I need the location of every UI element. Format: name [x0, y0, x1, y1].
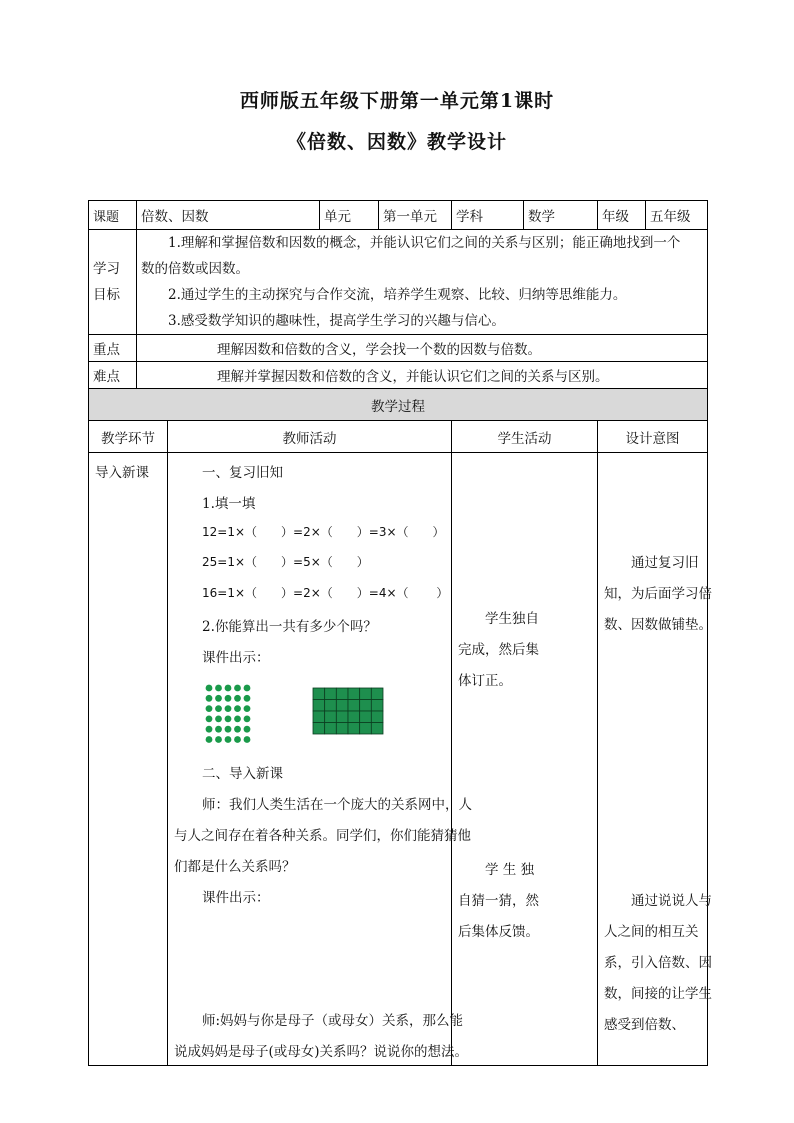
grid-square — [371, 700, 383, 712]
dot — [215, 705, 222, 712]
count-question: 2.你能算出一共有多少个吗？ — [202, 619, 377, 635]
stage-label: 导入新课 — [95, 465, 149, 481]
dot — [206, 695, 213, 702]
grid-square — [371, 688, 383, 700]
dot-grid — [206, 685, 251, 743]
subject-value: 数学 — [524, 201, 598, 230]
key-point-text: 理解因数和倍数的含义，学会找一个数的因数与倍数。 — [137, 335, 708, 362]
dot — [225, 726, 232, 733]
grid-square — [360, 723, 372, 735]
dot — [225, 716, 232, 723]
col-header-intent: 设计意图 — [598, 421, 708, 453]
dot — [234, 726, 241, 733]
grid-square — [313, 711, 325, 723]
grid-square — [348, 700, 360, 712]
grid-square — [336, 700, 348, 712]
doc-title-line1: 西师版五年级下册第一单元第1课时 — [239, 90, 555, 112]
student-activity-cell — [452, 453, 598, 1066]
key-point-label: 重点 — [89, 335, 137, 362]
dot — [215, 695, 222, 702]
dot — [225, 695, 232, 702]
goal-1b: 数的倍数或因数。 — [141, 261, 249, 277]
dot — [206, 716, 213, 723]
dot — [215, 716, 222, 723]
dot — [215, 685, 222, 692]
equation-12: 12=1×（ ）=2×（ ）=3×（ ） — [202, 525, 445, 539]
grid-square — [336, 723, 348, 735]
dot — [206, 685, 213, 692]
grid-square — [348, 711, 360, 723]
dot — [244, 685, 251, 692]
grid-square — [336, 688, 348, 700]
design-intent-cell — [598, 453, 712, 1066]
grid-square — [325, 688, 337, 700]
intro-heading: 二、导入新课 — [202, 766, 283, 782]
subject-label: 学科 — [452, 201, 524, 230]
dot — [244, 695, 251, 702]
student-activity-2: 学 生 独 自猜一猜，然后集体反馈。 — [458, 862, 539, 940]
fill-heading: 1.填一填 — [202, 496, 256, 512]
topic-label: 课题 — [89, 201, 137, 230]
dot — [244, 726, 251, 733]
teacher-activity-cell — [168, 453, 472, 1066]
grid-square — [325, 700, 337, 712]
dot — [215, 736, 222, 743]
dot — [234, 685, 241, 692]
dot — [244, 736, 251, 743]
goals-label-1: 学习 — [93, 261, 120, 277]
dot — [225, 685, 232, 692]
topic-value: 倍数、因数 — [137, 201, 320, 230]
teacher-line-1b: 与人之间存在着各种关系。同学们，你们能猜猜他 — [174, 828, 471, 844]
teacher-line-2a: 师:妈妈与你是母子（或母女）关系，那么能 — [202, 1013, 464, 1029]
grid-square — [371, 723, 383, 735]
dot — [234, 695, 241, 702]
grid-square — [325, 723, 337, 735]
dot — [225, 736, 232, 743]
doc-title-line2: 《倍数、因数》教学设计 — [286, 131, 507, 153]
courseware-label-2: 课件出示： — [202, 890, 270, 906]
goals-label — [89, 230, 137, 335]
teacher-line-2b: 说成妈妈是母子(或母女)关系吗？说说你的想法。 — [174, 1044, 469, 1060]
grid-square — [348, 723, 360, 735]
grid-square — [313, 723, 325, 735]
dot — [244, 705, 251, 712]
col-header-stage: 教学环节 — [89, 421, 168, 453]
col-header-student: 学生活动 — [452, 421, 598, 453]
process-title: 教学过程 — [89, 389, 708, 421]
green-dot-array — [204, 683, 254, 745]
unit-label: 单元 — [320, 201, 379, 230]
teacher-line-1c: 们都是什么关系吗？ — [174, 859, 296, 875]
dot — [234, 716, 241, 723]
design-intent-2: 通过说说人与人之间的相互关系，引入倍数、因数，间接的让学生感受到倍数、 — [604, 893, 712, 1033]
square-grid — [313, 688, 383, 734]
grid-square — [325, 711, 337, 723]
goals-label-2: 目标 — [93, 287, 120, 303]
review-heading: 一、复习旧知 — [202, 465, 283, 481]
grid-square — [360, 700, 372, 712]
dot — [225, 705, 232, 712]
equation-25: 25=1×（ ）=5×（ ） — [202, 555, 369, 569]
grid-square — [313, 700, 325, 712]
grid-square — [313, 688, 325, 700]
goal-1a: 1.理解和掌握倍数和因数的概念，并能认识它们之间的关系与区别；能正确地找到一个 — [168, 235, 681, 251]
equation-16: 16=1×（ ）=2×（ ）=4×（ ） — [202, 586, 449, 600]
goals-content — [137, 230, 708, 335]
courseware-label-1: 课件出示： — [202, 650, 270, 666]
unit-value: 第一单元 — [379, 201, 452, 230]
grid-square — [360, 688, 372, 700]
difficulty-label: 难点 — [89, 362, 137, 389]
difficulty-text: 理解并掌握因数和倍数的含义，并能认识它们之间的关系与区别。 — [137, 362, 708, 389]
dot — [244, 716, 251, 723]
stage-cell — [89, 453, 168, 1066]
grid-square — [360, 711, 372, 723]
grade-value: 五年级 — [646, 201, 708, 230]
grid-square — [348, 688, 360, 700]
student-activity-1: 学生独自完成，然后集体订正。 — [458, 611, 539, 689]
grid-square — [336, 711, 348, 723]
dot — [206, 736, 213, 743]
grade-label: 年级 — [598, 201, 646, 230]
grid-square — [371, 711, 383, 723]
dot — [234, 705, 241, 712]
col-header-teacher: 教师活动 — [168, 421, 452, 453]
dot — [206, 726, 213, 733]
dot — [206, 705, 213, 712]
teacher-line-1a: 师：我们人类生活在一个庞大的关系网中，人 — [202, 797, 472, 813]
goal-2: 2.通过学生的主动探究与合作交流，培养学生观察、比较、归纳等思维能力。 — [168, 287, 627, 303]
dot — [234, 736, 241, 743]
dot — [215, 726, 222, 733]
lesson-plan-table — [88, 200, 712, 1066]
design-intent-1: 通过复习旧知，为后面学习倍数、因数做铺垫。 — [604, 555, 712, 633]
green-square-grid — [311, 686, 385, 736]
goal-3: 3.感受数学知识的趣味性，提高学生学习的兴趣与信心。 — [168, 313, 505, 329]
